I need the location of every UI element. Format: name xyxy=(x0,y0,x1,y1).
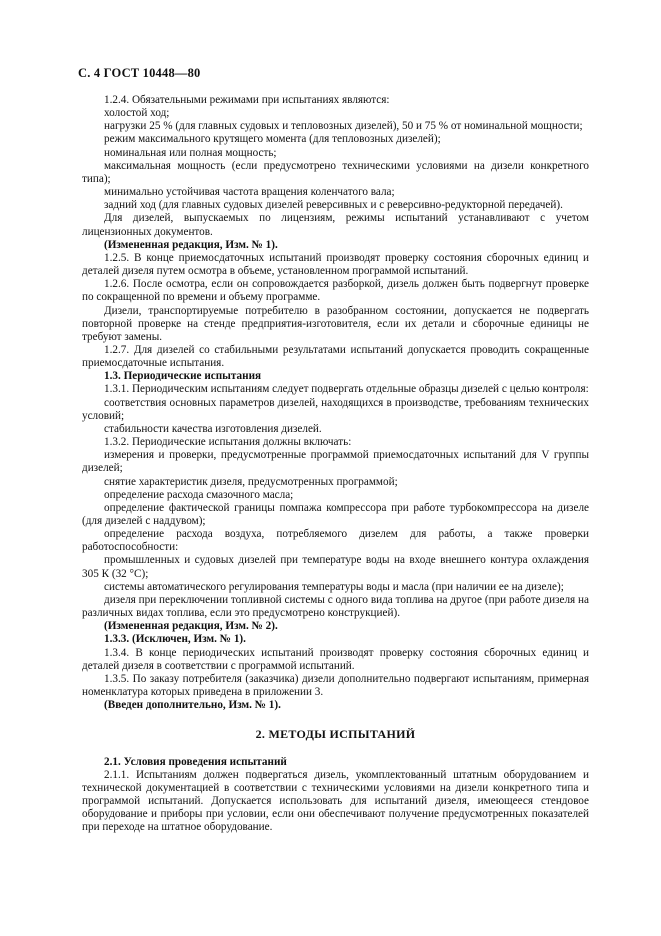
paragraph: Для дизелей, выпускаемых по лицензиям, режимы испытаний устанавливают с учетом лицензионных документов. xyxy=(82,212,589,238)
paragraph: Дизели, транспортируемые потребителю в разобранном состоянии, допускается не подвергать повторной проверке на стенде предприятия-изготовителя, если их детали и сборочные единицы не требуют замены. xyxy=(82,304,589,343)
paragraph: определение фактической границы помпажа компрессора при работе турбокомпрессора на дизеле (для дизелей с наддувом); xyxy=(82,501,589,527)
amendment-note: (Измененная редакция, Изм. № 1). xyxy=(104,238,278,251)
paragraph: 2.1.1. Испытаниям должен подвергаться дизель, укомплектованный штатным оборудованием и технической документацией в соответствии с техническими условиями на дизели конкретного типа и программой испытаний. Допускается использовать для испытаний дизеля, имеющееся стендовое оборудование и приборы при условии, если они обеспечивают получение предусмотренных показателей при переходе на штатное оборудование. xyxy=(82,768,589,834)
paragraph: 1.2.5. В конце приемосдаточных испытаний производят проверку состояния сборочных единиц и деталей дизеля путем осмотра в объеме, установленном программой испытаний. xyxy=(82,251,589,278)
paragraph: 1.3.4. В конце периодических испытаний производят проверку состояния сборочных единиц и деталей дизеля в соответствии с программой испытаний. xyxy=(82,646,589,672)
paragraph: стабильности качества изготовления дизелей. xyxy=(104,422,322,435)
paragraph: 1.2.4. Обязательными режимами при испытаниях являются: xyxy=(104,94,390,106)
paragraph: нагрузки 25 % (для главных судовых и тепловозных дизелей), 50 и 75 % от номинальной мощности; xyxy=(104,120,583,133)
paragraph: 1.2.7. Для дизелей со стабильными результатами испытаний допускается проводить сокращенные приемосдаточные испытания. xyxy=(82,343,589,370)
amendment-note: (Введен дополнительно, Изм. № 1). xyxy=(104,699,281,712)
paragraph: минимально устойчивая частота вращения коленчатого вала; xyxy=(104,186,395,199)
page-header: С. 4 ГОСТ 10448—80 xyxy=(78,66,201,80)
paragraph: определение расхода смазочного масла; xyxy=(104,488,294,501)
subsection-heading: 1.3. Периодические испытания xyxy=(104,370,262,383)
excluded-note: 1.3.3. (Исключен, Изм. № 1). xyxy=(104,633,246,646)
paragraph: измерения и проверки, предусмотренные программой приемосдаточных испытаний для V группы дизелей; xyxy=(82,449,589,475)
paragraph: задний ход (для главных судовых дизелей реверсивных и с реверсивно-редукторной передачей). xyxy=(104,199,563,212)
paragraph: промышленных и судовых дизелей при температуре воды на входе внешнего контура охлаждения 305 К (32 °С); xyxy=(82,554,589,580)
paragraph: 1.2.6. После осмотра, если он сопровождается разборкой, дизель должен быть подвергнут проверке по сокращенной по времени и объему программе. xyxy=(82,278,589,304)
paragraph: 1.3.2. Периодические испытания должны включать: xyxy=(104,436,352,449)
paragraph: дизеля при переключении топливной системы с одного вида топлива на другое (при работе дизеля на различных видах топлива, если это предусмотрено конструкцией). xyxy=(82,593,589,620)
paragraph: максимальная мощность (если предусмотрено техническими условиями на дизели конкретного типа); xyxy=(82,159,589,185)
subsection-heading: 2.1. Условия проведения испытаний xyxy=(104,755,287,768)
paragraph: 1.3.5. По заказу потребителя (заказчика) дизели дополнительно подвергают испытаниям, примерная номенклатура которых приведена в приложении 3. xyxy=(82,672,589,699)
section-title: 2. МЕТОДЫ ИСПЫТАНИЙ xyxy=(255,727,416,742)
paragraph: 1.3.1. Периодическим испытаниям следует подвергать отдельные образцы дизелей с целью контроля: xyxy=(104,383,589,396)
paragraph: режим максимального крутящего момента (для тепловозных дизелей); xyxy=(104,133,441,146)
amendment-note: (Измененная редакция, Изм. № 2). xyxy=(104,620,278,633)
page-body xyxy=(82,94,589,834)
paragraph: системы автоматического регулирования температуры воды и масла (при наличии ее на дизеле); xyxy=(104,580,564,593)
paragraph: соответствия основных параметров дизелей, находящихся в производстве, требованиям технических условий; xyxy=(82,396,589,422)
paragraph: снятие характеристик дизеля, предусмотренных программой; xyxy=(104,475,398,488)
paragraph: номинальная или полная мощность; xyxy=(104,146,277,159)
paragraph: холостой ход; xyxy=(104,107,170,120)
paragraph: определение расхода воздуха, потребляемого дизелем для работы, а также проверки работоспособности: xyxy=(82,528,589,554)
